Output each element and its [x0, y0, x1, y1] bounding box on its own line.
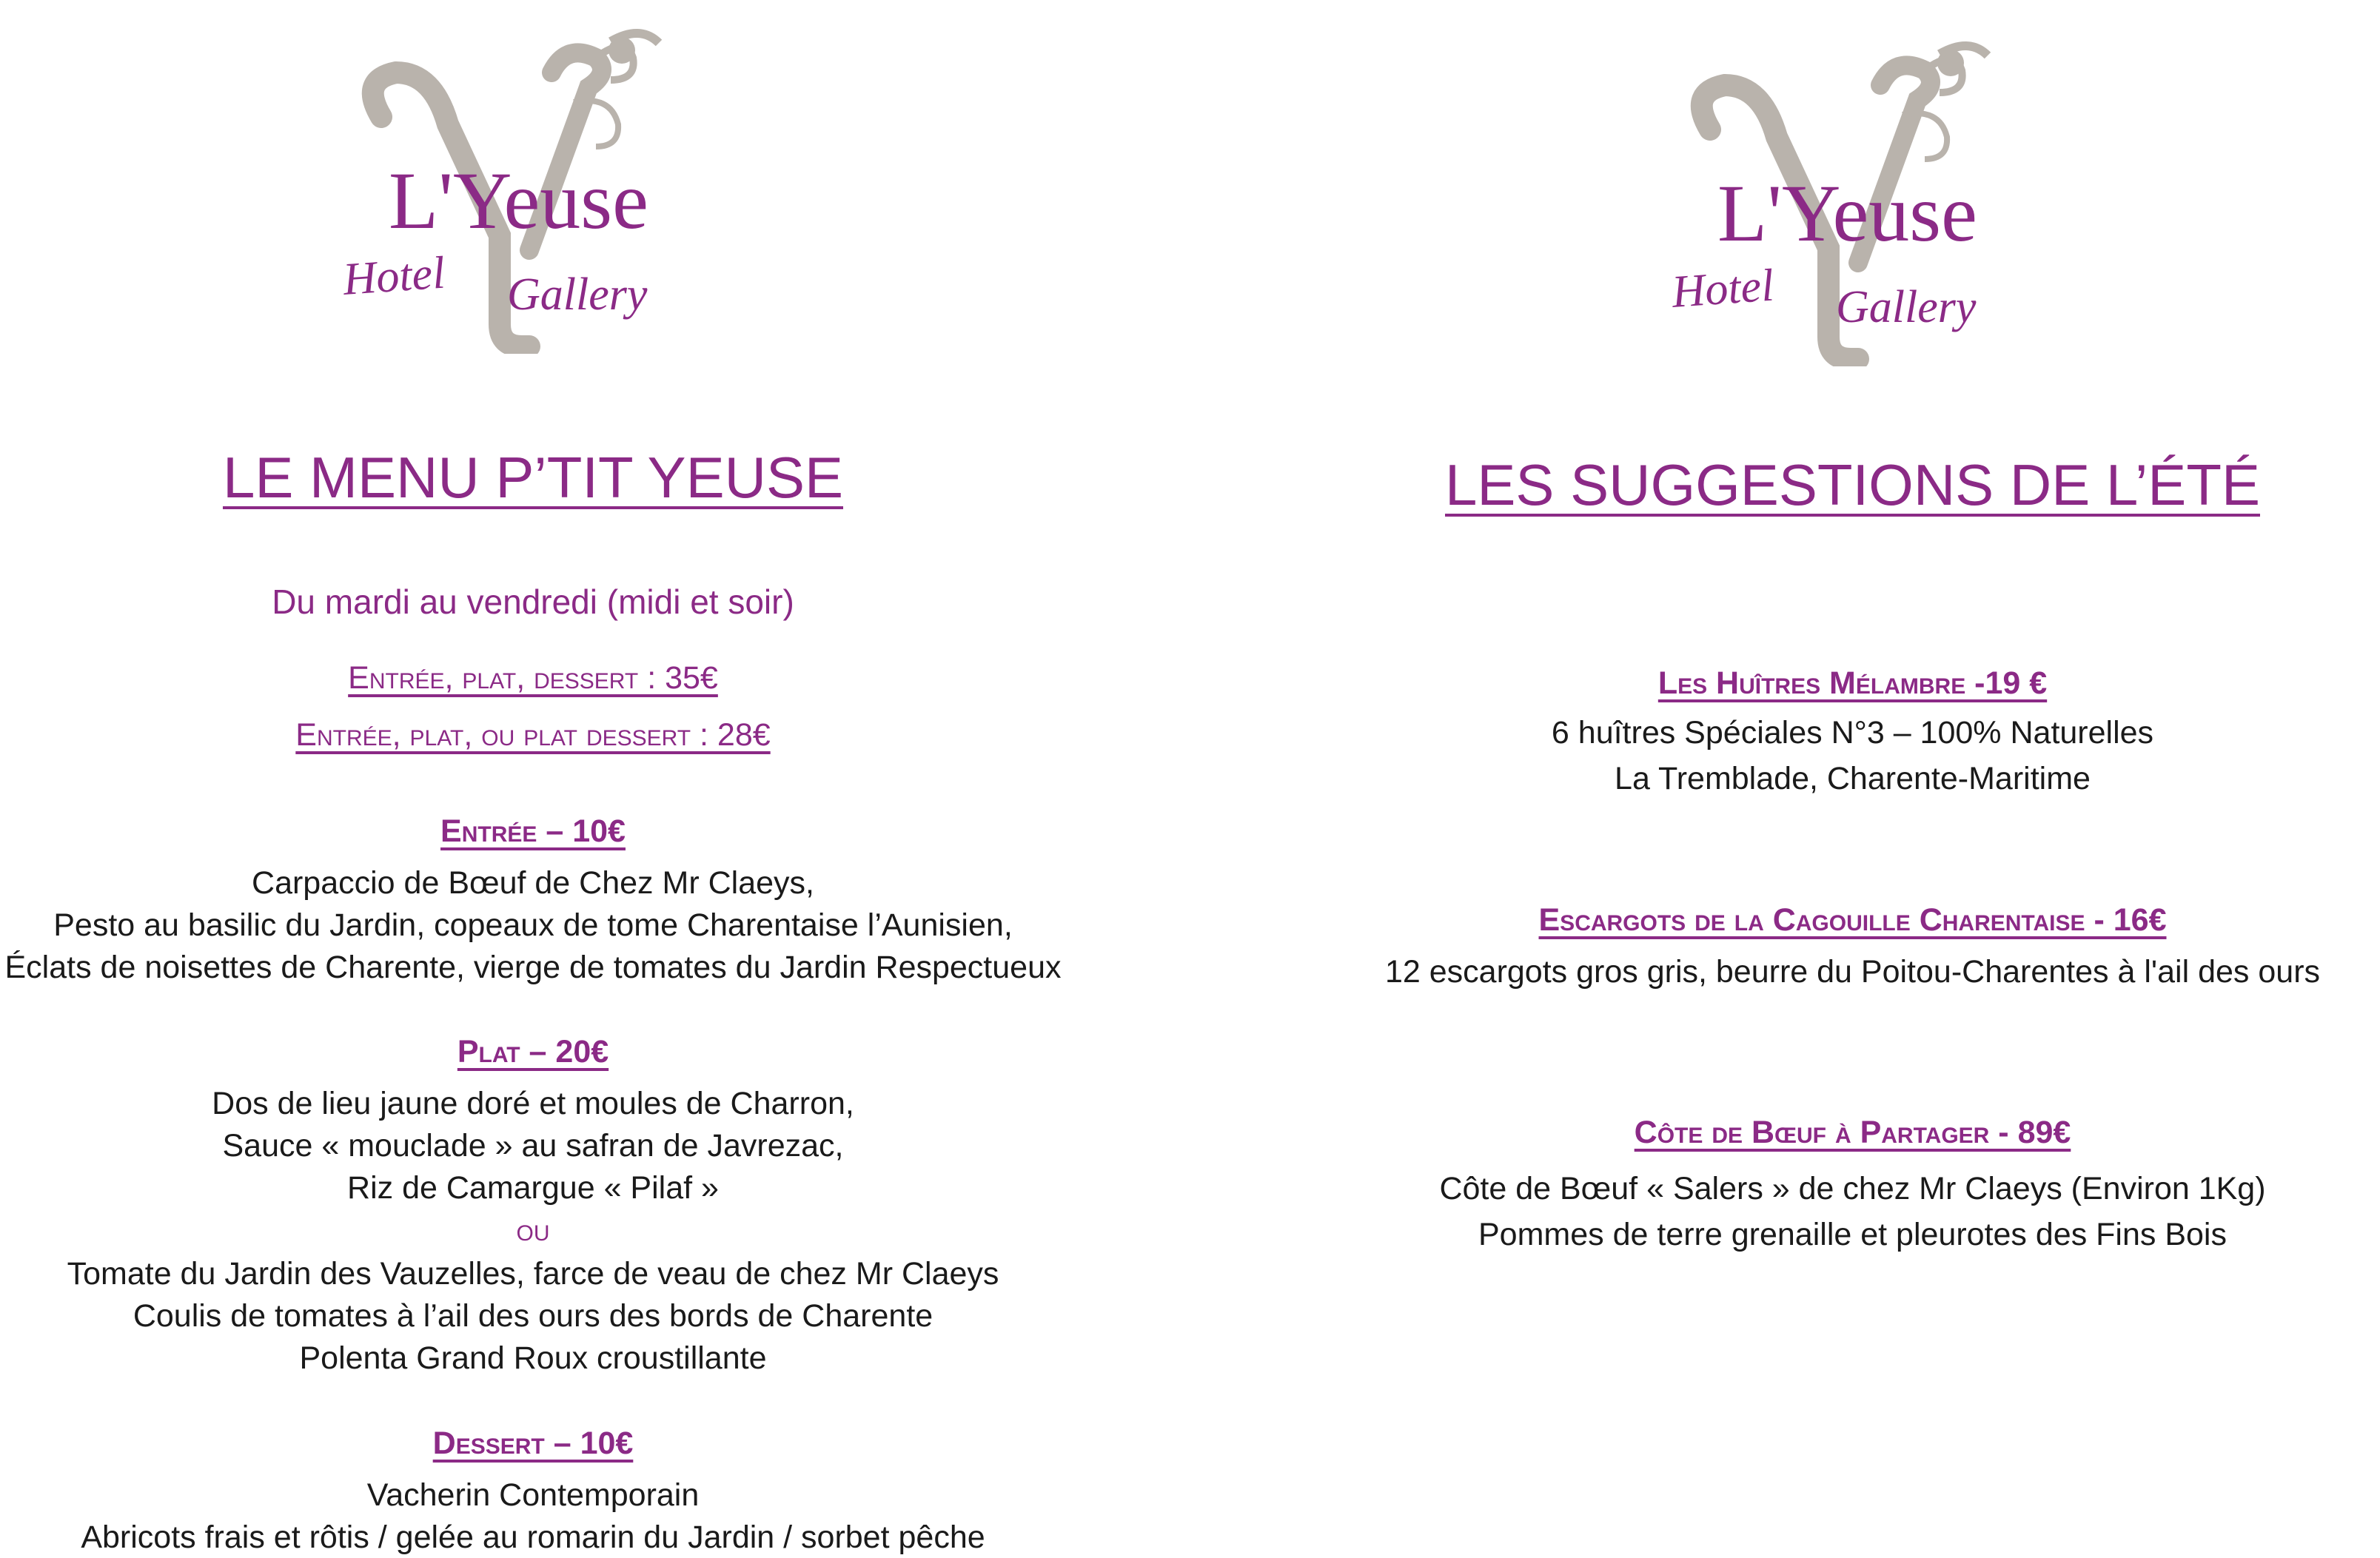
logo-text-hotel: Hotel [341, 247, 447, 305]
entree-heading: Entrée – 10€ [440, 813, 626, 849]
logo-text-gallery: Gallery [507, 269, 648, 320]
plat-or-separator: ou [516, 1212, 550, 1248]
logo-text-yeuse: L'Yeuse [389, 155, 648, 246]
entree-line: Pesto au basilic du Jardin, copeaux de tome Charentaise l’Aunisien, [53, 907, 1013, 943]
logo-text-hotel: Hotel [1670, 260, 1776, 318]
plat-line: Polenta Grand Roux croustillante [299, 1340, 767, 1376]
logo-text-yeuse: L'Yeuse [1717, 168, 1977, 258]
logo-artwork [1658, 41, 2058, 366]
dessert-line: Abricots frais et rôtis / gelée au romarin du Jardin / sorbet pêche [81, 1520, 985, 1555]
plat-line: Sauce « mouclade » au safran de Javrezac, [222, 1128, 844, 1164]
right-suggestions-column [1325, 0, 2380, 1545]
logo-artwork [329, 28, 729, 354]
suggestion-snails-line: 12 escargots gros gris, beurre du Poitou-Charentes à l'ail des ours [1384, 954, 2321, 990]
entree-line: Carpaccio de Bœuf de Chez Mr Claeys, [252, 865, 814, 901]
plat-line: Dos de lieu jaune doré et moules de Charron, [212, 1086, 854, 1121]
menu-title: LE MENU P’TIT YEUSE [222, 445, 843, 510]
dessert-line: Vacherin Contemporain [366, 1477, 700, 1513]
dessert-heading: Dessert – 10€ [432, 1426, 634, 1461]
logo-text-gallery: Gallery [1836, 282, 1977, 332]
hotel-logo [1658, 41, 2058, 366]
suggestion-oysters-heading: Les Huîtres Mélambre -19 € [1657, 665, 2048, 701]
suggestion-rib-heading: Côte de Bœuf à Partager - 89€ [1634, 1115, 2071, 1150]
formula-two-courses: Entrée, plat, ou plat dessert : 28€ [295, 717, 771, 753]
plat-heading: Plat – 20€ [457, 1034, 609, 1070]
suggestion-snails-heading: Escargots de la Cagouille Charentaise - 16€ [1538, 902, 2167, 938]
menu-subtitle: Du mardi au vendredi (midi et soir) [272, 582, 794, 621]
plat-line: Tomate du Jardin des Vauzelles, farce de veau de chez Mr Claeys [67, 1256, 999, 1292]
plat-line: Riz de Camargue « Pilaf » [347, 1170, 719, 1206]
suggestion-oysters-line: La Tremblade, Charente-Maritime [1615, 761, 2091, 796]
hotel-logo [329, 28, 729, 354]
plat-line: Coulis de tomates à l’ail des ours des bords de Charente [133, 1298, 933, 1334]
formula-three-courses: Entrée, plat, dessert : 35€ [348, 660, 718, 696]
suggestion-rib-line: Pommes de terre grenaille et pleurotes des Fins Bois [1478, 1217, 2227, 1252]
entree-line: Éclats de noisettes de Charente, vierge de tomates du Jardin Respectueux [4, 950, 1062, 985]
suggestions-title: LES SUGGESTIONS DE L’ÉTÉ [1445, 452, 2260, 517]
suggestion-oysters-line: 6 huîtres Spéciales N°3 – 100% Naturelles [1551, 715, 2154, 751]
suggestion-rib-line: Côte de Bœuf « Salers » de chez Mr Claeys (Environ 1Kg) [1439, 1171, 2266, 1206]
left-menu-column [0, 0, 1066, 1555]
